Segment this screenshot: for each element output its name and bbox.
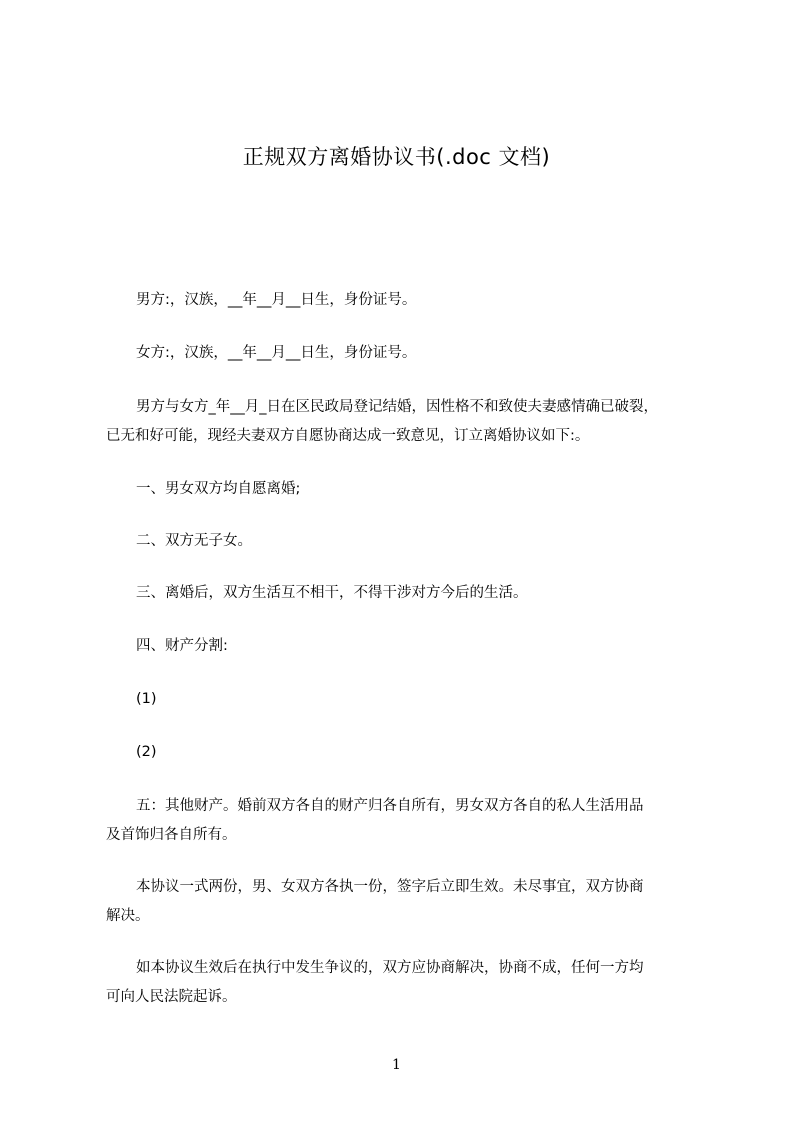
dispute-resolution-paragraph	[106, 954, 706, 1012]
paragraph-line: 如本协议生效后在执行中发生争议的，双方应协商解决，协商不成，任何一方均	[136, 960, 644, 976]
property-item-1	[106, 685, 736, 714]
paragraph-line: 一、男女双方均自愿离婚;	[136, 481, 301, 497]
property-item-2	[106, 738, 736, 767]
paragraph-line: 五：其他财产。婚前双方各自的财产归各自所有，男女双方各自的私人生活用品	[136, 798, 644, 814]
clause-four	[106, 632, 736, 661]
marriage-background-paragraph	[106, 393, 706, 451]
female-party-info	[106, 339, 736, 368]
male-party-info	[106, 286, 736, 315]
paragraph-line: 男方与女方_年__月_日在区民政局登记结婚，因性格不和致使夫妻感情确已破裂，	[136, 399, 658, 415]
paragraph-line: 三、离婚后，双方生活互不相干，不得干涉对方今后的生活。	[136, 585, 528, 601]
paragraph-line: 四、财产分割:	[136, 638, 228, 654]
clause-one	[106, 475, 736, 504]
paragraph-line: 已无和好可能，现经夫妻双方自愿协商达成一致意见，订立离婚协议如下:。	[106, 428, 590, 444]
paragraph-line: 女方:，汉族，__年__月__日生，身份证号。	[136, 345, 417, 361]
paragraph-line: 二、双方无子女。	[136, 533, 252, 549]
clause-five	[106, 792, 706, 850]
paragraph-line: 本协议一式两份，男、女双方各执一份，签字后立即生效。未尽事宜，双方协商	[136, 879, 644, 895]
paragraph-line: 及首饰归各自所有。	[106, 827, 237, 843]
paragraph-line: 男方:，汉族，__年__月__日生，身份证号。	[136, 292, 417, 308]
paragraph-line: (1)	[136, 691, 157, 707]
document-title: 正规双方离婚协议书(.doc 文档)	[242, 145, 551, 169]
clause-two	[106, 527, 736, 556]
agreement-copies-paragraph	[106, 873, 706, 931]
paragraph-line: 可向人民法院起诉。	[106, 989, 237, 1005]
paragraph-line: 解决。	[106, 908, 150, 924]
clause-three	[106, 579, 736, 608]
page-number: 1	[392, 1057, 401, 1073]
paragraph-line: (2)	[136, 744, 157, 760]
